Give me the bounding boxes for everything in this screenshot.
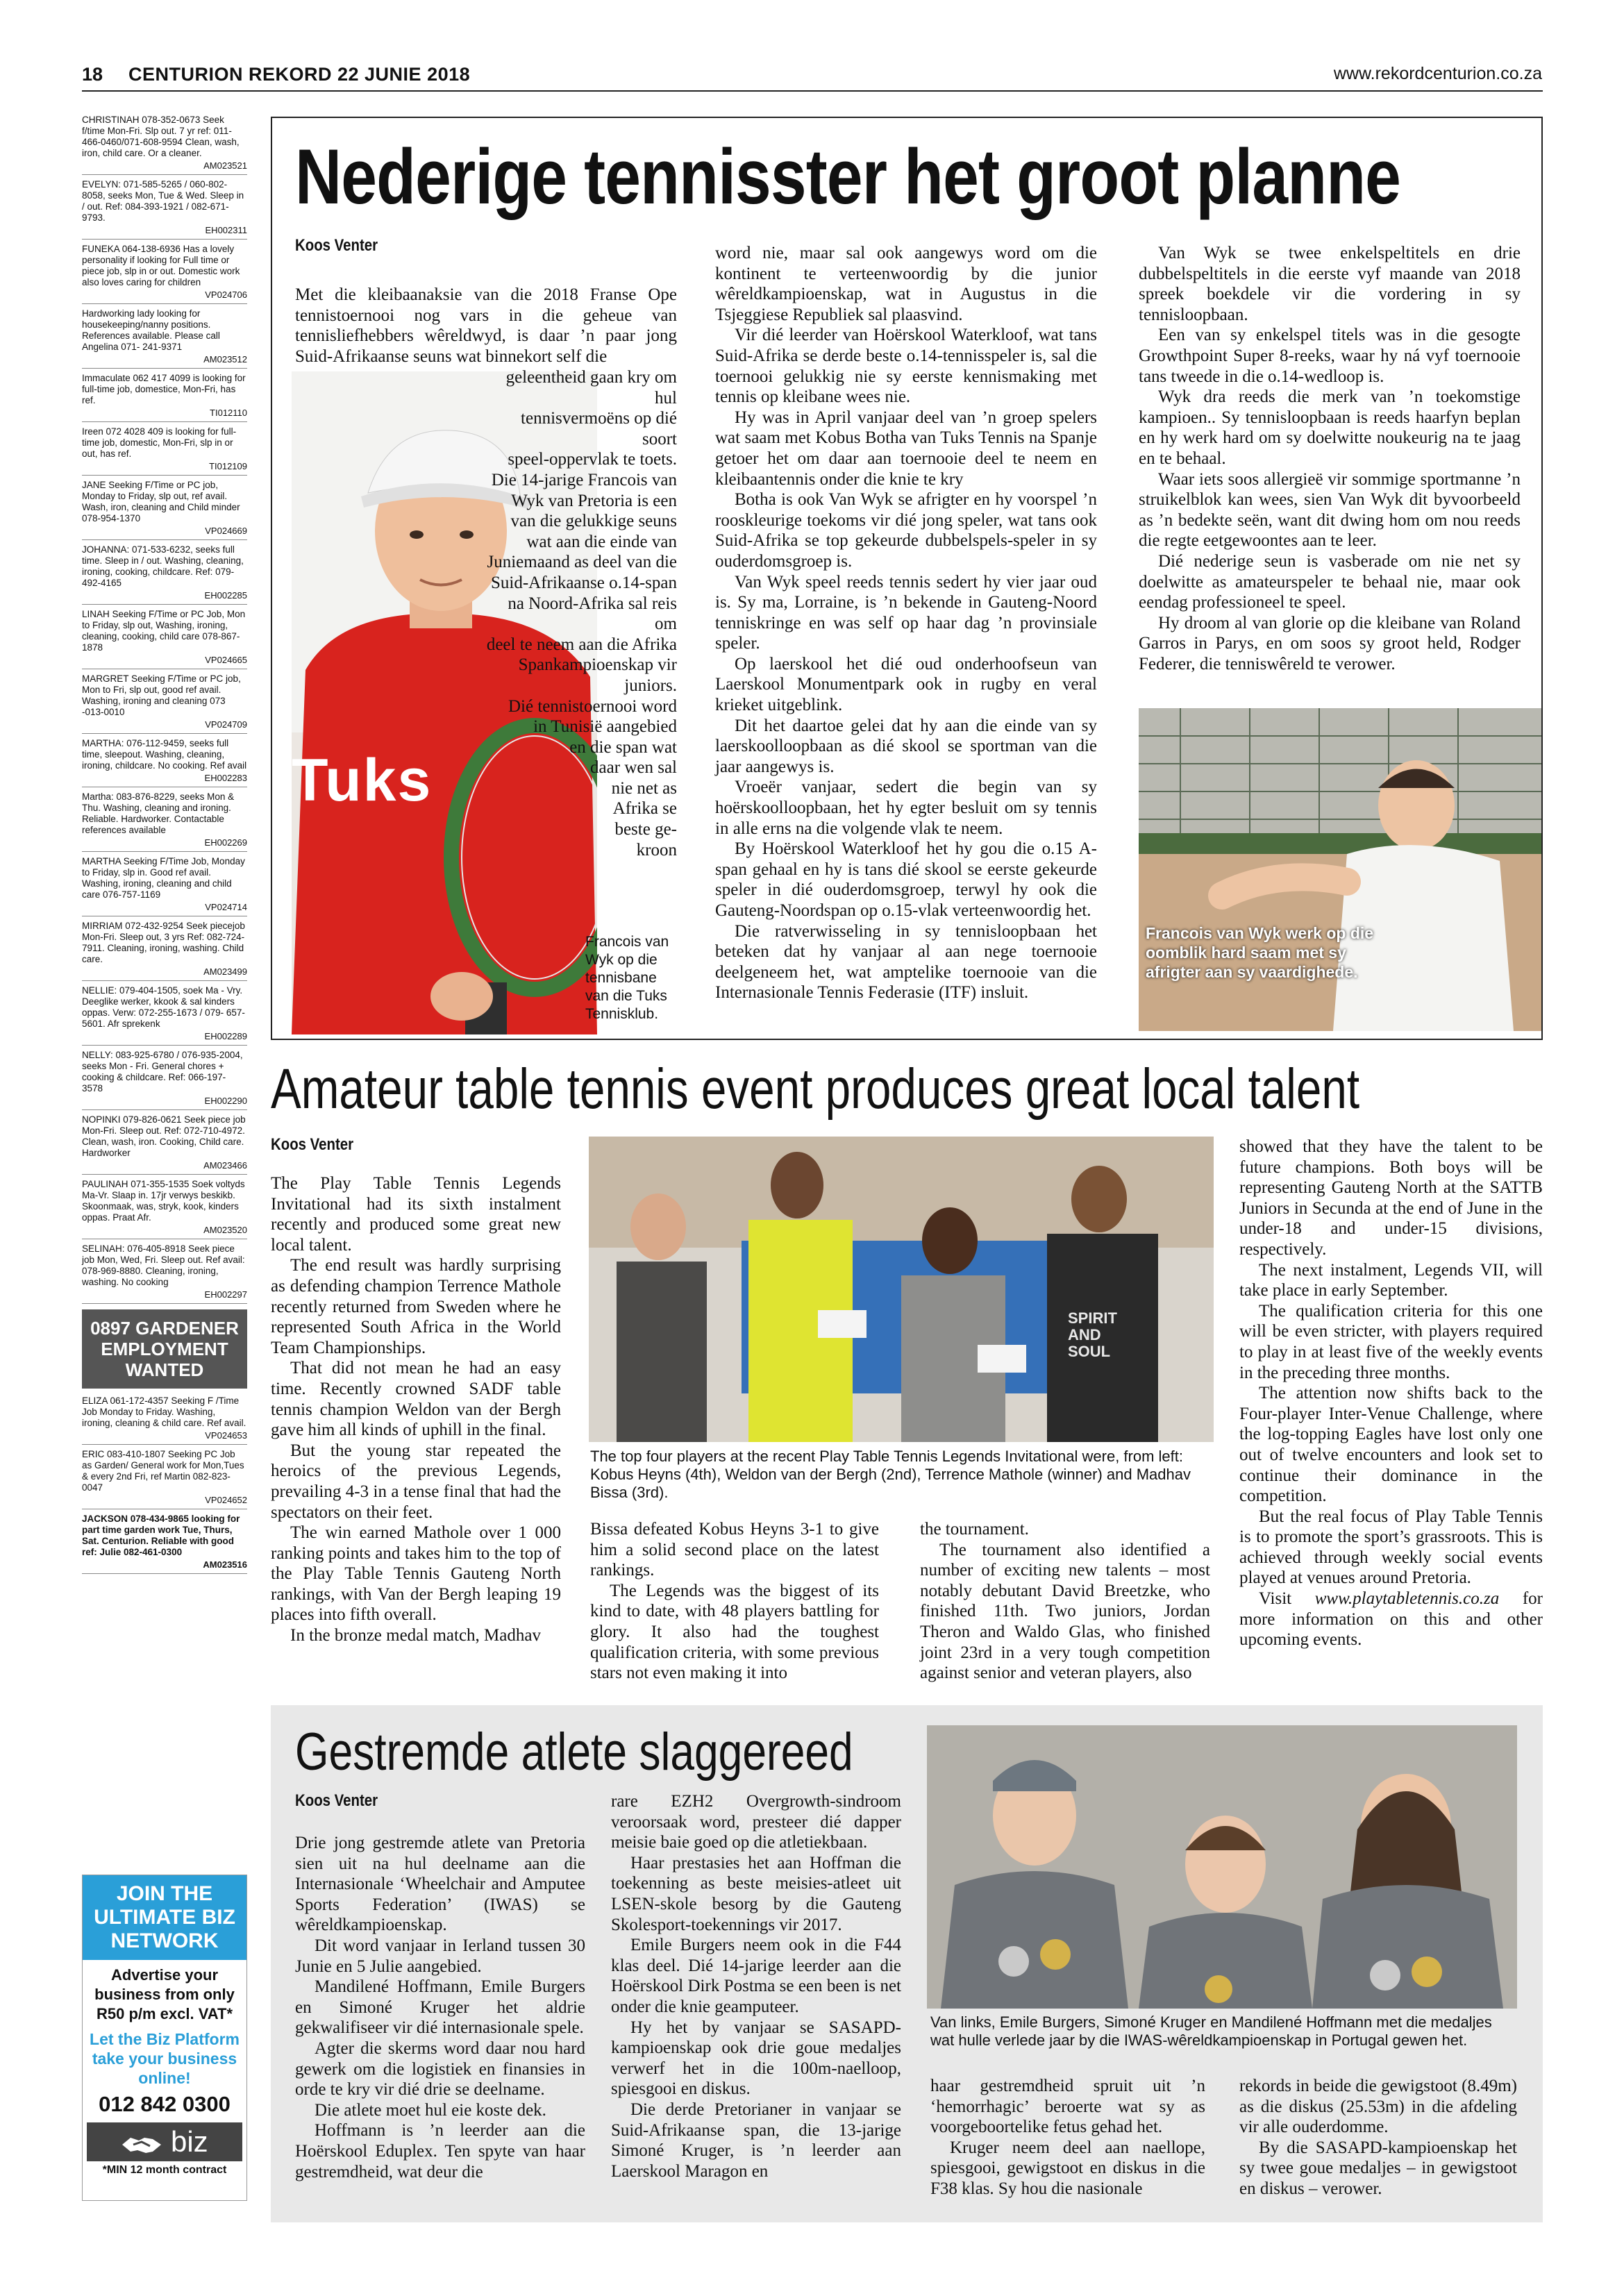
text-line: nie net as: [611, 778, 677, 798]
classified-ad-ref: VP024714: [205, 902, 247, 912]
text-line: geleentheid gaan kry om hul: [505, 368, 677, 408]
article-tabletennis-col1: [271, 1173, 561, 1646]
text-line: Afrika se: [612, 799, 677, 819]
article-tennis-col3: [1139, 243, 1521, 674]
site-url[interactable]: www.rekordcenturion.co.za: [1333, 64, 1542, 83]
paragraph: Emile Burgers neem ook in die F44 klas deel. Dié 14-jarige leerder aan die Hoërskool Dirk Postma se een been is net onder die knie geamputeer.: [611, 1936, 901, 2016]
classified-ad-text: LINAH Seeking F/Time or PC Job, Mon to Friday, slp out, Washing, ironing, cleaning, cooking, child care 078-867-1878: [82, 609, 246, 653]
text-line: beste ge-: [614, 820, 677, 839]
classified-ad-text: MARTHA Seeking F/Time Job, Monday to Friday, slp in. Good ref avail. Washing, ironing, cleaning and child care 076-757-1169: [82, 856, 245, 900]
text-line: Juniemaand as deel van die: [487, 553, 677, 572]
classified-ad-text: CHRISTINAH 078-352-0673 Seek f/time Mon-Fri. Slp out. 7 yr ref: 011-466-0460/071-608-9594 Clean, wash, iron, child care. Or a cleaner.: [82, 115, 240, 158]
text-line: en die span wat: [569, 737, 677, 757]
paragraph: the tournament.: [920, 1520, 1029, 1539]
paragraph: rare EZH2 Overgrowth-sindroom veroorsaak word, presteer dié dapper meisie baie goed op die atletiekbaan.: [611, 1792, 901, 1852]
classified-ad-ref: EH002285: [204, 590, 247, 601]
classified-ad-text: EVELYN: 071-585-5265 / 060-802-8058, seeks Mon, Tue & Wed. Sleep in / out. Ref: 084-393-1921 / 082-671-9793.: [82, 179, 244, 223]
classified-ad-ref: VP024709: [205, 719, 247, 730]
classified-ad-text: Immaculate 062 417 4099 is looking for full-time job, domestice, Mon-Fri, has ref.: [82, 373, 246, 405]
classified-ad-ref: AM023499: [203, 966, 247, 977]
paragraph: Hy was in April vanjaar deel van ’n groep spelers wat saam met Kobus Botha van Tuks Tennis na Spanje getoer het om daar aan toernooie deel te neem en kleibaantennis onder die knie te kry: [715, 408, 1097, 489]
classified-ad-ref: VP024706: [205, 290, 247, 300]
classified-ad: [82, 609, 247, 669]
classified-ad-ref: TI012110: [210, 408, 247, 418]
classified-ad-text: NELLY: 083-925-6780 / 076-935-2004, seeks Mon - Fri. General chores + cooking & childcare. Ref: 066-197- 3578: [82, 1050, 243, 1093]
photo-athletes-medals: [927, 1725, 1517, 2009]
paragraph: Op laerskool het dié oud onderhoofseun van Laerskool Monumentpark ook in rugby en veral krieket uitgeblink.: [715, 654, 1097, 715]
classified-ad: [82, 115, 247, 175]
handshake-icon: [121, 2132, 162, 2156]
classified-ad-text: NOPINKI 079-826-0621 Seek piece job Mon-Fri. Sleep out. Ref: 072-710-4972. Clean, wash, iron. Cooking, Child care. Hardworker: [82, 1114, 246, 1158]
paragraph: Die derde Pretorianer in vanjaar se Suid-Afrikaanse span, die 13-jarige Simoné Kruger, is ’n leerder aan Laerskool Maragon en: [611, 2100, 901, 2181]
text-line: in Tunisië aangebied: [533, 717, 677, 737]
classified-ad: [82, 480, 247, 540]
photo-athletes-caption: Van links, Emile Burgers, Simoné Kruger en Mandilené Hoffmann met die medaljes wat hulle verlede jaar by die IWAS-wêreldkampioenskap in Portugal gewen het.: [930, 2013, 1492, 2049]
classified-ad-text: JACKSON 078-434-9865 looking for part time garden work Tue, Thurs, Sat. Centurion. Reliable with good ref: Julie 082-461-0300: [82, 1514, 240, 1557]
classified-ad: [82, 426, 247, 476]
classified-ad: [82, 1114, 247, 1175]
classified-ad: [82, 1396, 247, 1445]
paragraph: The end result was hardly surprising as defending champion Terrence Mathole recently returned from Sweden where he represented South Africa in the World Team Championships.: [271, 1256, 561, 1357]
paragraph: rekords in beide die gewigstoot (8.49m) as die diskus (25.53m) in die afdeling vir alle ouderdomme.: [1239, 2077, 1517, 2137]
classified-ad-text: MARTHA: 076-112-9459, seeks full time, sleepout. Washing, cleaning, ironing, childcare. No cooking. Ref avail: [82, 738, 247, 771]
paragraph: Bissa defeated Kobus Heyns 3-1 to give him a solid second place on the latest rankings.: [590, 1520, 879, 1580]
classified-ad-ref: AM023521: [203, 160, 247, 171]
text-line: kroon: [636, 840, 677, 860]
classified-ad-ref: EH002311: [205, 225, 247, 235]
classified-ad-ref: VP024669: [205, 526, 247, 536]
text-line: tennisvermoëns op dié soort: [521, 409, 677, 449]
classified-ad: [82, 373, 247, 422]
article-tennis-headline: Nederige tennisster het groot planne: [295, 133, 1401, 220]
biz-advert-phone[interactable]: 012 842 0300: [99, 2092, 231, 2116]
article-athletes-col1: [295, 1833, 585, 2182]
biz-logo-text: biz: [170, 2125, 208, 2158]
paragraph: The Legends was the biggest of its kind to date, with 48 players battling for glory. It also had the toughest qualification criteria, with some previous stars not even making it into: [590, 1581, 879, 1683]
paragraph: word nie, maar sal ook aangewys word om die kontinent te verteenwoordig by die junior wêreldkampioenskap, wat in Augustus in die Tsjeggiese Republiek sal plaasvind.: [715, 244, 1097, 324]
classified-ad: [82, 1179, 247, 1239]
paragraph: Botha is ook Van Wyk se afrigter en hy voorspel ’n rooskleurige toekoms vir dié jong speler, wat tans ook Suid-Afrika se top gekeurde dubbelspels-speler in sy ouderdomsgroep is.: [715, 490, 1097, 571]
paragraph: Haar prestasies het aan Hoffman die toekenning as beste meisies-atleet uit LSEN-skole besorg by die Gauteng Skolesport-toekennings vir 2017.: [611, 1853, 901, 1934]
biz-advert[interactable]: [82, 1875, 247, 2201]
photo-table-tennis-caption: The top four players at the recent Play Table Tennis Legends Invitational were, from left: Kobus Heyns (4th), Weldon van der Bergh (2nd), Terrence Mathole (winner) and Madhav Bissa (3rd).: [590, 1448, 1191, 1501]
classified-ad: [82, 1050, 247, 1110]
article-tabletennis-byline: Koos Venter: [271, 1135, 354, 1154]
page-number: 18: [82, 64, 103, 85]
classifieds-domestic-list: [82, 115, 247, 1304]
paragraph: Hy droom al van glorie op die kleibane van Roland Garros in Parys, en om soos sy groot held, Rodger Federer, die tenniswêreld te verower.: [1139, 613, 1521, 673]
classified-ad-ref: EH002269: [204, 837, 247, 848]
classified-ad: [82, 179, 247, 240]
biz-advert-body: Advertise your business from only R50 p/m excl. VAT*: [94, 1966, 235, 2022]
text-line: na Noord-Afrika sal reis om: [508, 594, 677, 634]
classified-ad: [82, 985, 247, 1046]
classified-ad-text: PAULINAH 071-355-1535 Soek voltyds Ma-Vr. Slaap in. 17jr verwys beskikb. Skoonmaak, was, stryk, kook, kinders oppas. Praat Afr.: [82, 1179, 245, 1223]
classified-ad-text: Martha: 083-876-8229, seeks Mon & Thu. Washing, cleaning and ironing. Reliable. Hardworker. Contactable references available: [82, 791, 235, 835]
text-line: Spankampioenskap vir juniors.: [518, 655, 677, 695]
masthead: CENTURION REKORD 22 JUNIE 2018: [128, 64, 471, 85]
paragraph: Een van sy enkelspel titels was in die gesogte Growthpoint Super 8-reeks, waar hy ná vyf toernooie tans tweede in die o.14-wedloop is.: [1139, 326, 1521, 386]
article-tabletennis-visit: Visit www.playtabletennis.co.za for more information on this and other upcoming events.: [1239, 1589, 1543, 1650]
paragraph: Waar iets soos allergieë vir sommige sportmanne ’n struikelblok kan wees, sien Van Wyk dit byvoorbeeld as ’n bedekte seën, want dit dwing hom om nou reeds die regte eetgewoontes aan te leer.: [1139, 469, 1521, 551]
biz-advert-headline: JOIN THE ULTIMATE BIZ NETWORK: [83, 1875, 246, 1960]
classified-ad-text: ELIZA 061-172-4357 Seeking F /Time Job Monday to Friday. Washing, ironing, cleaning & child care. Ref avail.: [82, 1396, 246, 1428]
photo-francois-training: [1139, 708, 1541, 1031]
classifieds-column: [82, 115, 247, 1578]
paragraph: Wyk dra reeds die merk van ’n toekomstige kampioen.. Sy tennisloopbaan is reeds haarfyn beplan en hy werk hard om sy doelwitte noukeurig na te jaag en te behaal.: [1139, 387, 1521, 468]
classified-ad-ref: EH002289: [204, 1031, 247, 1041]
article-athletes-col3: [930, 2076, 1205, 2199]
classified-ad-ref: VP024653: [205, 1430, 247, 1441]
classified-ad-text: FUNEKA 064-138-6936 Has a lovely personality if looking for Full time or piece job, slp in or out. Domestic work also loves caring for children: [82, 244, 240, 287]
classified-ad-text: MARGRET Seeking F/Time or PC job, Mon to Fri, slp out, good ref avail. Washing, ironing and cleaning 073 -013-0010: [82, 673, 241, 717]
paragraph: Die atlete moet hul eie koste dek.: [315, 2100, 546, 2120]
text-line: Die 14-jarige Francois van: [491, 470, 677, 489]
article-tabletennis-col3: [920, 1519, 1210, 1684]
paragraph: Kruger neem deel aan naellope, spiesgooi, gewigstoot en diskus in die F38 klas. Sy hou die nasionale: [930, 2138, 1205, 2198]
classified-ad-text: MIRRIAM 072-432-9254 Seek piecejob Mon-Fri. Sleep out, 3 yrs Ref: 082-724-7911. Cleaning, ironing, washing. Child care.: [82, 921, 245, 964]
classified-ad: [82, 921, 247, 981]
classified-ad-ref: AM023516: [203, 1559, 247, 1570]
paragraph: Dié nederige seun is vasberade om nie net sy doelwitte as amateurspeler te behaal nie, maar ook eendag professioneel te speel.: [1139, 551, 1521, 612]
paragraph: Dit word vanjaar in Ierland tussen 30 Junie en 5 Julie aangebied.: [295, 1936, 585, 1976]
classified-ad: [82, 791, 247, 852]
classified-ad-text: ERIC 083-410-1807 Seeking PC Job as Garden/ General work for Mon,Tues & every 2nd Fri, ref Martin 082-823-0047: [82, 1449, 244, 1493]
paragraph: The qualification criteria for this one will be even stricter, with players required to play in at least five of the weekly events in the preceding three months.: [1239, 1301, 1543, 1382]
text-line: deel te neem aan die Afrika: [486, 635, 677, 654]
classified-ad: [82, 738, 247, 787]
paragraph: In the bronze medal match, Madhav: [290, 1626, 541, 1645]
text-line: Wyk van Pretoria is een: [511, 491, 677, 510]
paragraph: The win earned Mathole over 1 000 ranking points and takes him to the top of the Play Table Tennis Gauteng North rankings, with Van der Bergh leaping 19 places into fifth overall.: [271, 1523, 561, 1625]
paragraph: Hy het by vanjaar se SASAPD-kampioenskap ook drie goue medaljes verwerf het in die 100m-naelloop, spiesgooi en diskus.: [611, 2018, 901, 2099]
paragraph: Hoffmann is ’n leerder aan die Hoërskool Eduplex. Ten spyte van haar gestremdheid, wat deur die: [295, 2121, 585, 2181]
paragraph: Dit het daartoe gelei dat hy aan die einde van sy laerskoolloopbaan as dié skool se sportman van die jaar aangewys is.: [715, 716, 1097, 776]
classified-ad-ref: AM023520: [203, 1225, 247, 1235]
paragraph: By Hoërskool Waterkloof het hy gou die o.15 A-span gehaal en hy is tans dié skool se eerste gekeurde speler in dié ouderdomsgroep, terwyl hy ook die Gauteng-Noordspan op o.15-vlak verteenwoordig het.: [715, 839, 1097, 920]
classified-ad-text: JOHANNA: 071-533-6232, seeks full time. Sleep in / out. Washing, cleaning, ironing, cooking, childcare. Ref: 079-492-4165: [82, 544, 244, 588]
photo-francois-training-caption: Francois van Wyk werk op die oomblik hard saam met sy afrigter aan sy vaardighede.: [1146, 924, 1374, 981]
paragraph: Die ratverwisseling in sy tennisloopbaan het beteken dat hy vanjaar al aan nege toernooie deelgeneem het, wat amptelike toernooie van die Internasionale Tennis Federasie (ITF) insluit.: [715, 921, 1097, 1003]
classified-ad: [82, 856, 247, 916]
biz-advert-footnote: *MIN 12 month contract: [102, 2164, 227, 2176]
classified-ad-ref: VP024665: [205, 655, 247, 665]
text-line: wat aan die einde van: [526, 532, 677, 551]
article-tabletennis-col4: [1239, 1137, 1543, 1650]
paragraph: haar gestremdheid spruit uit ’n ‘hemorrhagic’ beroerte wat sy as voorgeboortelike fetus gehad het.: [930, 2077, 1205, 2137]
article-athletes-col4: [1239, 2076, 1517, 2199]
classified-ad-ref: VP024652: [205, 1495, 247, 1505]
classified-ad: [82, 1449, 247, 1509]
paragraph: Vir dié leerder van Hoërskool Waterkloof, wat tans Suid-Afrika se derde beste o.14-tennisspeler is, sal die toernooi gelukkig nie sy eerste kennismaking met tennis op kleibane wees nie.: [715, 326, 1097, 407]
paragraph: The Play Table Tennis Legends Invitational had its sixth instalment recently and produced some great new local talent.: [271, 1174, 561, 1255]
classified-ad-ref: AM023512: [203, 354, 247, 364]
photo-francois-portrait-caption: Francois van Wyk op die tennisbane van die Tuks Tennisklub.: [585, 934, 669, 1022]
header-rule: [82, 90, 1543, 92]
text-line: speel-oppervlak te toets.: [508, 450, 677, 469]
paragraph: That did not mean he had an easy time. Recently crowned SADF table tennis champion Weldon van der Bergh gave him all kinds of uphill in the final.: [271, 1359, 561, 1440]
text-line: daar wen sal: [590, 758, 677, 778]
classifieds-garden-list: [82, 1396, 247, 1574]
classified-ad-ref: AM023466: [203, 1160, 247, 1171]
paragraph: Vroeër vanjaar, sedert die begin van sy hoërskoolloopbaan, het hy egter besluit om sy tennis in alle erns na die volgende vlak te neem.: [715, 778, 1097, 838]
paragraph: The attention now shifts back to the Four-player Inter-Venue Challenge, where the log-topping Eagles have lost only one out of twelve encounters and look set to continue their dominance in the competition.: [1239, 1384, 1543, 1506]
paragraph: Met die kleibaanaksie van die 2018 Franse Ope tennistoernooi nog vars in die geheue van tennisliefhebbers wêreldwyd, is daar ’n paar jong Suid-Afrikaanse seuns wat binnekort self die: [295, 285, 677, 366]
classified-ad: [82, 1243, 247, 1304]
paragraph: Drie jong gestremde atlete van Pretoria sien uit na hul deelname aan die Internasionale ‘Wheelchair and Amputee Sports Federation’ (IWAS) se wêreldkampioenskap.: [295, 1834, 585, 1935]
paragraph: The tournament also identified a number of exciting new talents – most notably debutant David Breetzke, who finished 11th. Two juniors, Jordan Theron and Waldo Glas, who finished joint 23rd in a very tough competition against senior and veteran players, also: [920, 1540, 1210, 1683]
classified-ad: [82, 244, 247, 304]
classified-ad-text: JANE Seeking F/Time or PC job, Monday to Friday, slp out, ref avail. Wash, iron, cleaning and Child minder 078-954-1370: [82, 480, 240, 523]
text-line: van die gelukkige seuns: [510, 512, 677, 531]
paragraph: showed that they have the talent to be future champions. Both boys will be representing Gauteng North at the SATTB Juniors in Secunda at the end of June in the under-18 and under-15 divisions, respectively.: [1239, 1137, 1543, 1259]
classified-ad-ref: TI012109: [209, 461, 247, 471]
photo-shirt-text: Tuks: [292, 747, 433, 814]
biz-logo: [87, 2122, 242, 2161]
text-line: Suid-Afrikaanse o.14-span: [491, 573, 677, 592]
article-tennis-col1-top: [295, 285, 677, 367]
classified-ad-text: SELINAH: 076-405-8918 Seek piece job Mon, Wed, Fri. Sleep out. Ref avail: 078-969-8880. Cleaning, ironing, washing. No cooking: [82, 1243, 245, 1287]
classified-ad: [82, 673, 247, 734]
photo-table-tennis-winners: [589, 1137, 1214, 1442]
article-athletes-col2: [611, 1791, 901, 2181]
classified-ad: [82, 1514, 247, 1574]
biz-advert-cta: Let the Biz Platform take your business online!: [90, 2030, 240, 2087]
photo-shirt-text-spirit: SPIRIT AND SOUL: [1068, 1309, 1117, 1360]
paragraph: Agter die skerms word daar nou hard gewerk om die logistiek en finansies in orde te kry vir dié drie se deelname.: [295, 2038, 585, 2100]
article-tennis-col2: [715, 243, 1097, 1003]
article-tabletennis-col2: [590, 1519, 879, 1684]
classified-ad-ref: EH002290: [204, 1096, 247, 1106]
article-athletes-headline: Gestremde atlete slaggereed: [295, 1723, 853, 1782]
paragraph: Van Wyk speel reeds tennis sedert hy vier jaar oud is. Sy ma, Lorraine, is ’n bekende in Gauteng-Noord tenniskringe en was self op haar dag ’n provinsiale speler.: [715, 572, 1097, 653]
classified-ad: [82, 308, 247, 369]
paragraph: But the real focus of Play Table Tennis is to promote the sport’s grassroots. This is achieved through weekly social events played at venues around Pretoria.: [1239, 1507, 1543, 1588]
classifieds-section-heading: 0897 GARDENER EMPLOYMENT WANTED: [82, 1309, 247, 1389]
playtabletennis-link[interactable]: www.playtabletennis.co.za: [1314, 1589, 1500, 1609]
classified-ad: [82, 544, 247, 605]
paragraph: But the young star repeated the heroics of the previous Legends, prevailing 4-3 in a tense final that had the spectators on their feet.: [271, 1441, 561, 1522]
article-tabletennis-headline: Amateur table tennis event produces great local talent: [271, 1057, 1360, 1121]
article-tennis-col1-wrap: [486, 367, 677, 860]
paragraph: By die SASAPD-kampioenskap het sy twee goue medaljes – in gewigstoot en diskus – verower.: [1239, 2138, 1517, 2198]
classified-ad-text: Ireen 072 4028 409 is looking for full-time job, domestic, Mon-Fri, slp in or out, has ref.: [82, 426, 237, 459]
article-athletes-byline: Koos Venter: [295, 1791, 378, 1810]
classified-ad-text: NELLIE: 079-404-1505, soek Ma - Vry. Deeglike werker, kkook & sal kinders oppas. Verw: 072-255-1673 / 079- 657-5601. Afr sprekenk: [82, 985, 245, 1029]
article-tennis-byline: Koos Venter: [295, 236, 378, 255]
classified-ad-ref: EH002283: [204, 773, 247, 783]
paragraph: Mandilené Hoffmann, Emile Burgers en Simoné Kruger het aldrie gekwalifiseer vir dié internasionale spele.: [295, 1977, 585, 2038]
text-line: Dié tennistoernooi word: [508, 696, 677, 716]
paragraph: The next instalment, Legends VII, will take place in early September.: [1239, 1260, 1543, 1300]
classified-ad-ref: EH002297: [204, 1289, 247, 1300]
classified-ad-text: Hardworking lady looking for housekeeping/nanny positions. References available. Please call Angelina 071- 241-9371: [82, 308, 220, 352]
paragraph: Van Wyk se twee enkelspeltitels en drie dubbelspeltitels in die eerste vyf maande van 2018 spreek boekdele vir die vordering in sy tennisloopbaan.: [1139, 244, 1521, 324]
